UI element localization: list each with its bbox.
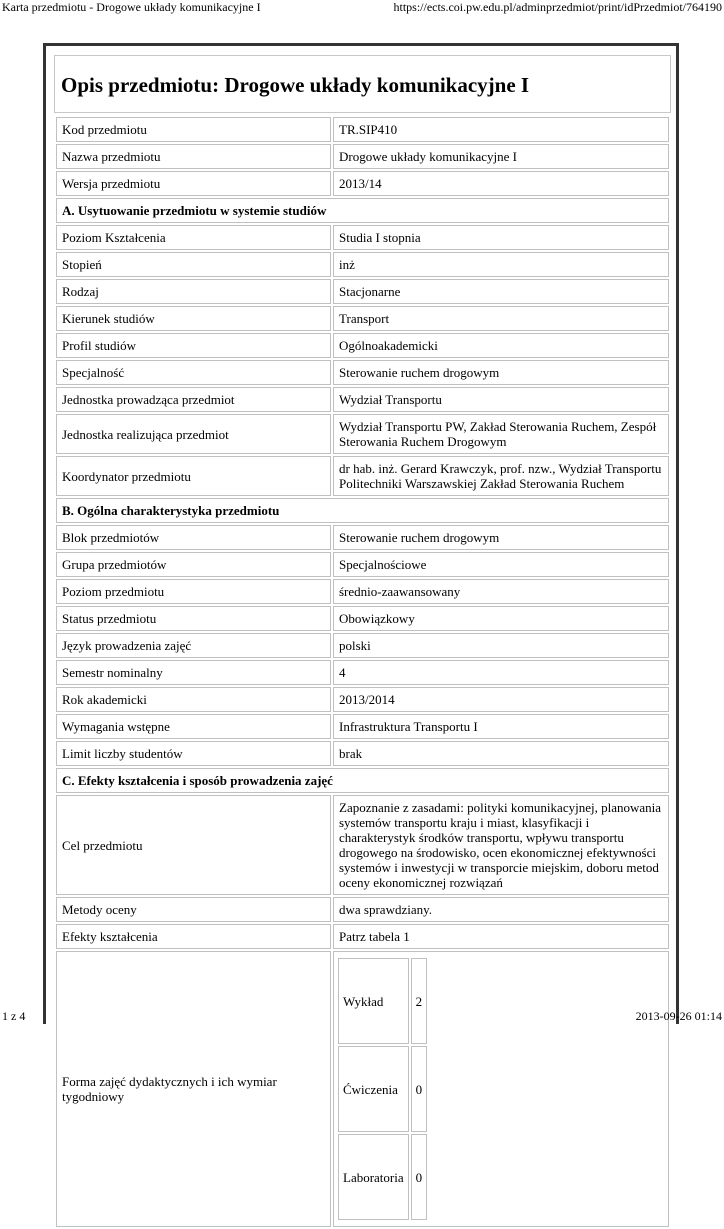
field-label: Specjalność <box>56 360 331 385</box>
table-row <box>56 525 669 550</box>
table-row <box>56 795 669 895</box>
table-row <box>56 117 669 142</box>
hours-table <box>336 956 429 1222</box>
class-hours: 2 <box>411 958 428 1044</box>
field-value: TR.SIP410 <box>333 117 669 142</box>
course-table <box>54 115 671 1229</box>
table-row <box>56 606 669 631</box>
field-label: Rodzaj <box>56 279 331 304</box>
field-label: Język prowadzenia zajęć <box>56 633 331 658</box>
field-value: Studia I stopnia <box>333 225 669 250</box>
class-hours: 0 <box>411 1134 428 1220</box>
class-type: Wykład <box>338 958 409 1044</box>
field-value: Zapoznanie z zasadami: polityki komunikacyjnej, planowania systemów transportu kraju i miast, klasyfikacji i charakterystyk środków transportu, wpływu transportu drogowego na środowisko, ocen ekonomicznej efektywności systemów i inwestycji w transporcie miejskim, doboru metod oceny ekonomicznej rozwiązań <box>333 795 669 895</box>
table-row <box>56 333 669 358</box>
table-row <box>56 252 669 277</box>
field-value: Drogowe układy komunikacyjne I <box>333 144 669 169</box>
table-row <box>56 951 669 1227</box>
field-label: Rok akademicki <box>56 687 331 712</box>
table-row <box>56 360 669 385</box>
table-row <box>56 225 669 250</box>
document-title: Opis przedmiotu: Drogowe układy komunikacyjne I <box>61 73 530 97</box>
field-value: Ogólnoakademicki <box>333 333 669 358</box>
table-row <box>56 687 669 712</box>
field-label: Semestr nominalny <box>56 660 331 685</box>
field-value: Obowiązkowy <box>333 606 669 631</box>
hours-row <box>338 1046 427 1132</box>
field-value: Patrz tabela 1 <box>333 924 669 949</box>
field-value: dr hab. inż. Gerard Krawczyk, prof. nzw., Wydział Transportu Politechniki Warszawskiej Zakład Sterowania Ruchem <box>333 456 669 496</box>
section-heading-row <box>56 498 669 523</box>
field-label: Stopień <box>56 252 331 277</box>
table-row <box>56 387 669 412</box>
field-label: Nazwa przedmiotu <box>56 144 331 169</box>
print-timestamp: 2013-09-26 01:14 <box>635 1009 722 1023</box>
field-value: Stacjonarne <box>333 279 669 304</box>
field-label: Forma zajęć dydaktycznych i ich wymiar tygodniowy <box>56 951 331 1227</box>
field-value: Infrastruktura Transportu I <box>333 714 669 739</box>
section-c-heading: C. Efekty kształcenia i sposób prowadzenia zajęć <box>56 768 669 793</box>
field-label: Metody oceny <box>56 897 331 922</box>
document-frame <box>43 43 679 1185</box>
field-label: Jednostka realizująca przedmiot <box>56 414 331 454</box>
section-heading-row <box>56 198 669 223</box>
field-label: Wymagania wstępne <box>56 714 331 739</box>
field-value: Wydział Transportu PW, Zakład Sterowania Ruchem, Zespół Sterowania Ruchem Drogowym <box>333 414 669 454</box>
page-url[interactable]: https://ects.coi.pw.edu.pl/adminprzedmiot/print/idPrzedmiot/764190 <box>393 0 722 14</box>
field-label: Koordynator przedmiotu <box>56 456 331 496</box>
table-row <box>56 897 669 922</box>
field-label: Poziom przedmiotu <box>56 579 331 604</box>
table-row <box>56 924 669 949</box>
field-label: Blok przedmiotów <box>56 525 331 550</box>
forma-cell <box>333 951 669 1227</box>
field-label: Wersja przedmiotu <box>56 171 331 196</box>
field-value: 4 <box>333 660 669 685</box>
table-row <box>56 456 669 496</box>
section-heading-row <box>56 768 669 793</box>
table-row <box>56 660 669 685</box>
field-label: Status przedmiotu <box>56 606 331 631</box>
table-row <box>56 633 669 658</box>
field-value: Sterowanie ruchem drogowym <box>333 525 669 550</box>
table-row <box>56 714 669 739</box>
field-label: Limit liczby studentów <box>56 741 331 766</box>
page-title-header: Karta przedmiotu - Drogowe układy komunikacyjne I <box>2 0 261 14</box>
table-row <box>56 144 669 169</box>
table-row <box>56 552 669 577</box>
field-value: Specjalnościowe <box>333 552 669 577</box>
table-row <box>56 279 669 304</box>
field-label: Kierunek studiów <box>56 306 331 331</box>
section-a-heading: A. Usytuowanie przedmiotu w systemie studiów <box>56 198 669 223</box>
field-value: brak <box>333 741 669 766</box>
field-label: Poziom Kształcenia <box>56 225 331 250</box>
page-number: 1 z 4 <box>2 1009 26 1023</box>
field-value: Sterowanie ruchem drogowym <box>333 360 669 385</box>
hours-row <box>338 958 427 1044</box>
class-hours: 0 <box>411 1046 428 1132</box>
table-row <box>56 306 669 331</box>
field-value: inż <box>333 252 669 277</box>
field-value: 2013/2014 <box>333 687 669 712</box>
field-label: Kod przedmiotu <box>56 117 331 142</box>
table-row <box>56 579 669 604</box>
field-value: Wydział Transportu <box>333 387 669 412</box>
field-label: Cel przedmiotu <box>56 795 331 895</box>
hours-row <box>338 1134 427 1220</box>
field-label: Efekty kształcenia <box>56 924 331 949</box>
section-b-heading: B. Ogólna charakterystyka przedmiotu <box>56 498 669 523</box>
table-row <box>56 171 669 196</box>
table-row <box>56 414 669 454</box>
field-value: średnio-zaawansowany <box>333 579 669 604</box>
class-type: Laboratoria <box>338 1134 409 1220</box>
field-label: Jednostka prowadząca przedmiot <box>56 387 331 412</box>
field-value: 2013/14 <box>333 171 669 196</box>
field-value: polski <box>333 633 669 658</box>
table-row <box>56 741 669 766</box>
field-value: dwa sprawdziany. <box>333 897 669 922</box>
class-type: Ćwiczenia <box>338 1046 409 1132</box>
title-box <box>54 55 671 113</box>
field-label: Profil studiów <box>56 333 331 358</box>
field-value: Transport <box>333 306 669 331</box>
field-label: Grupa przedmiotów <box>56 552 331 577</box>
